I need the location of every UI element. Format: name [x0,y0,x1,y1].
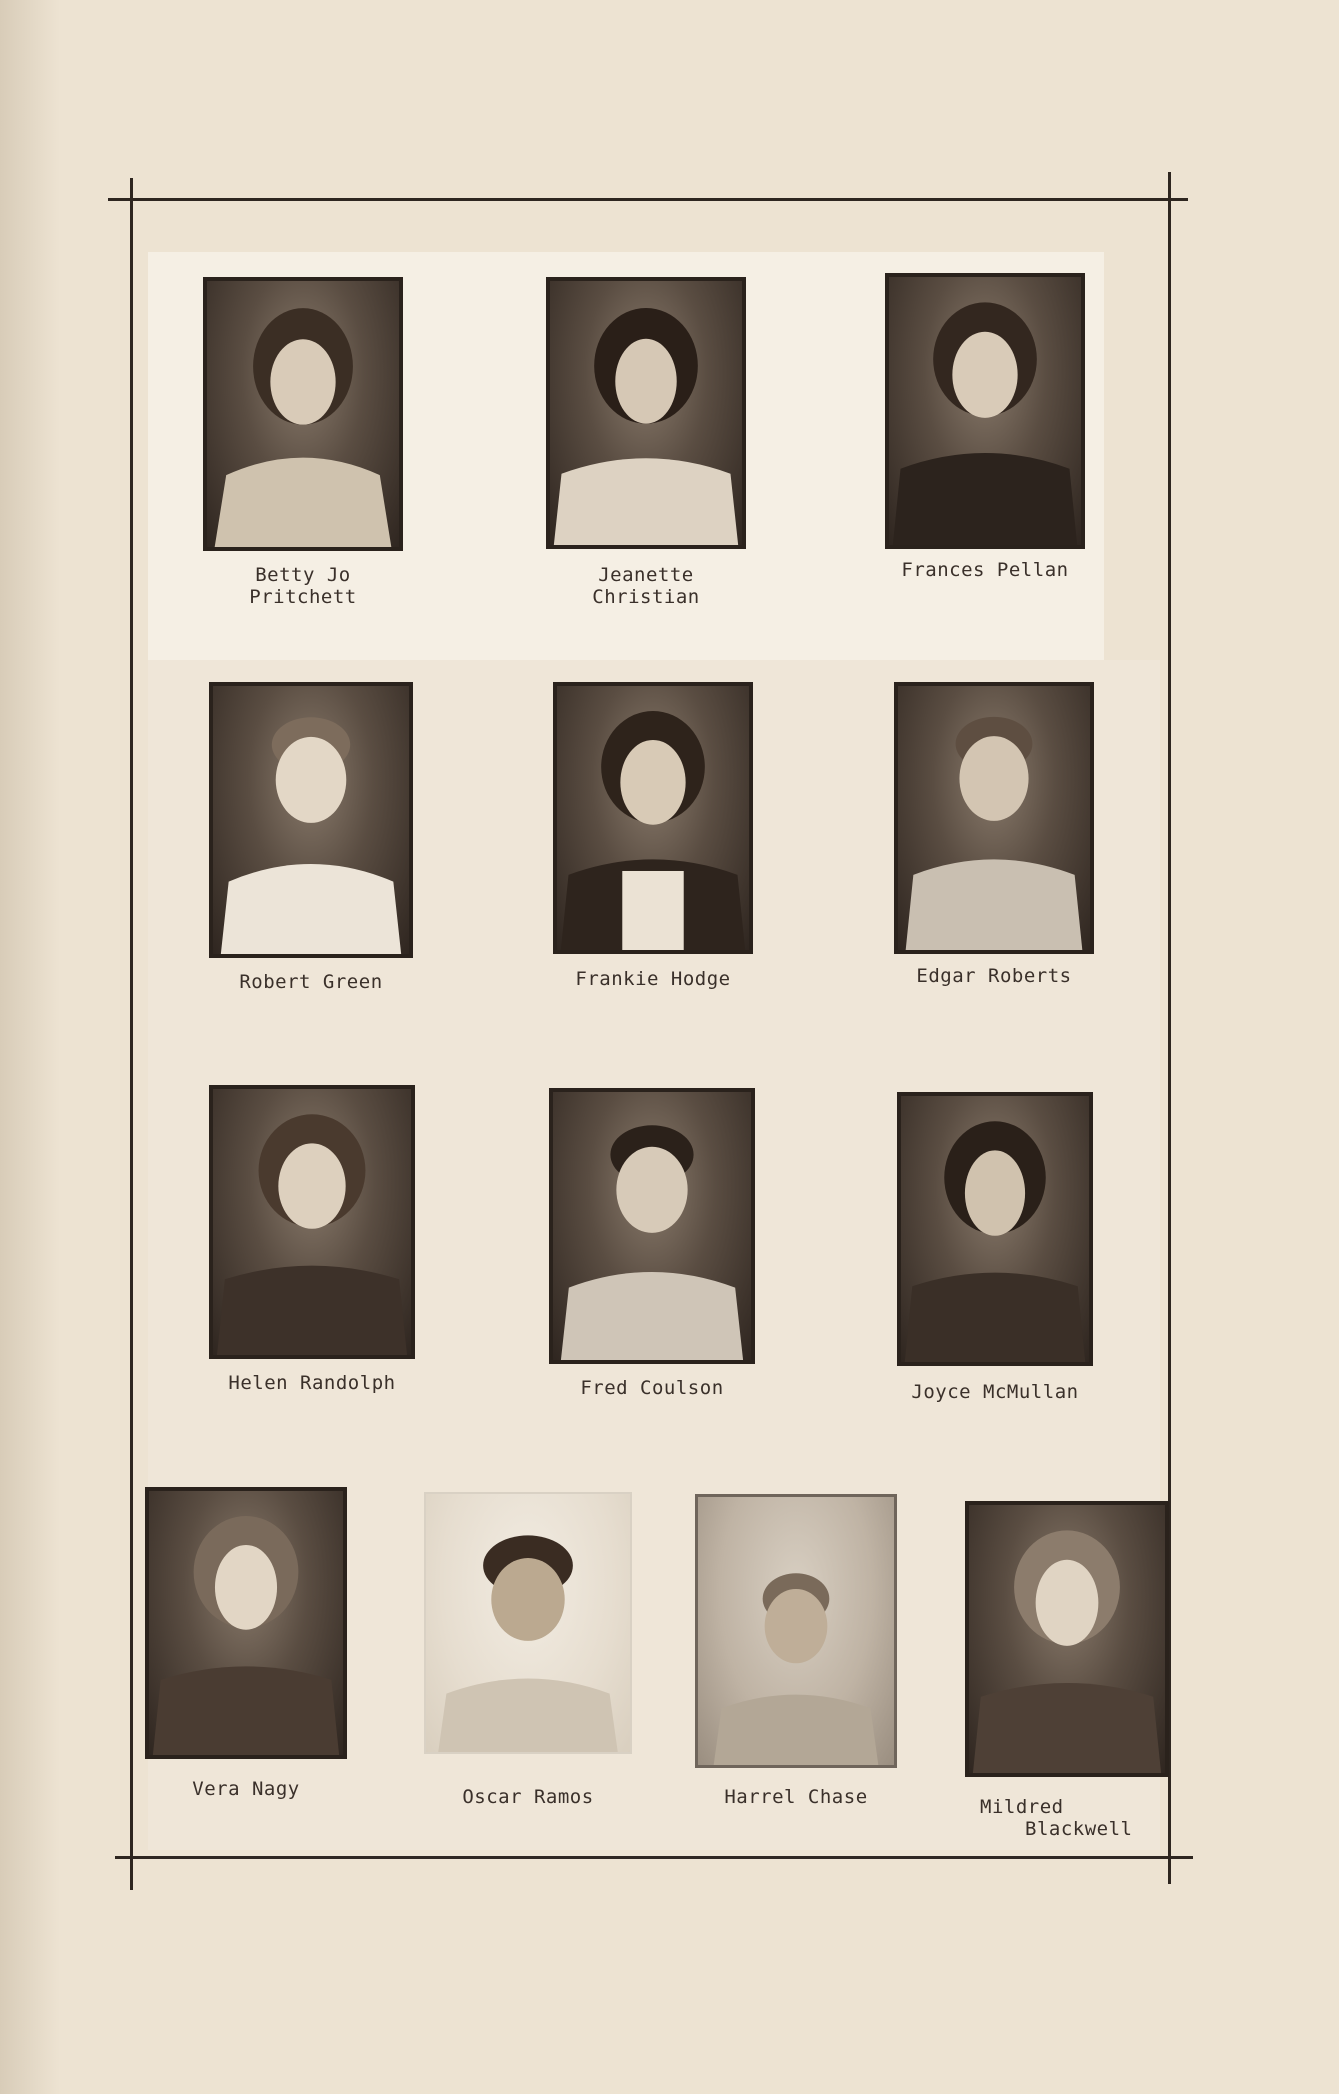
portrait-icon [898,686,1090,950]
photo-mildred-blackwell [965,1501,1169,1777]
portrait-icon [213,1089,411,1355]
page-gutter-shadow [0,0,60,2094]
portrait-icon [213,686,409,954]
photo-betty-jo-pritchett [203,277,403,551]
portrait-icon [698,1497,894,1765]
frame-left-rule [130,178,133,1890]
photo-helen-randolph [209,1085,415,1359]
photo-edgar-roberts [894,682,1094,954]
photo-harrel-chase [695,1494,897,1768]
photo-frances-pellan [885,273,1085,549]
caption-mildred-blackwell: Mildred Blackwell [980,1796,1133,1840]
photo-oscar-ramos [424,1492,632,1754]
caption-helen-randolph: Helen Randolph [228,1372,396,1394]
caption-harrel-chase: Harrel Chase [724,1786,868,1808]
portrait-icon [969,1505,1165,1773]
caption-oscar-ramos: Oscar Ramos [462,1786,594,1808]
caption-fred-coulson: Fred Coulson [580,1377,724,1399]
portrait-icon [207,281,399,547]
caption-frances-pellan: Frances Pellan [901,559,1069,581]
portrait-icon [557,686,749,950]
portrait-icon [901,1096,1089,1362]
caption-frankie-hodge: Frankie Hodge [575,968,731,990]
photo-vera-nagy [145,1487,347,1759]
caption-edgar-roberts: Edgar Roberts [916,965,1072,987]
portrait-icon [550,281,742,545]
caption-jeanette-christian: Jeanette Christian [592,564,700,608]
portrait-icon [889,277,1081,545]
photo-frankie-hodge [553,682,753,954]
portrait-icon [149,1491,343,1755]
caption-betty-jo-pritchett: Betty Jo Pritchett [249,564,357,608]
portrait-icon [426,1494,630,1752]
frame-bottom-rule [115,1856,1193,1859]
caption-vera-nagy: Vera Nagy [192,1778,300,1800]
photo-joyce-mcmullan [897,1092,1093,1366]
frame-top-rule [108,198,1188,201]
photo-jeanette-christian [546,277,746,549]
photo-robert-green [209,682,413,958]
portrait-icon [553,1092,751,1360]
photo-fred-coulson [549,1088,755,1364]
caption-joyce-mcmullan: Joyce McMullan [911,1381,1079,1403]
caption-robert-green: Robert Green [239,971,383,993]
